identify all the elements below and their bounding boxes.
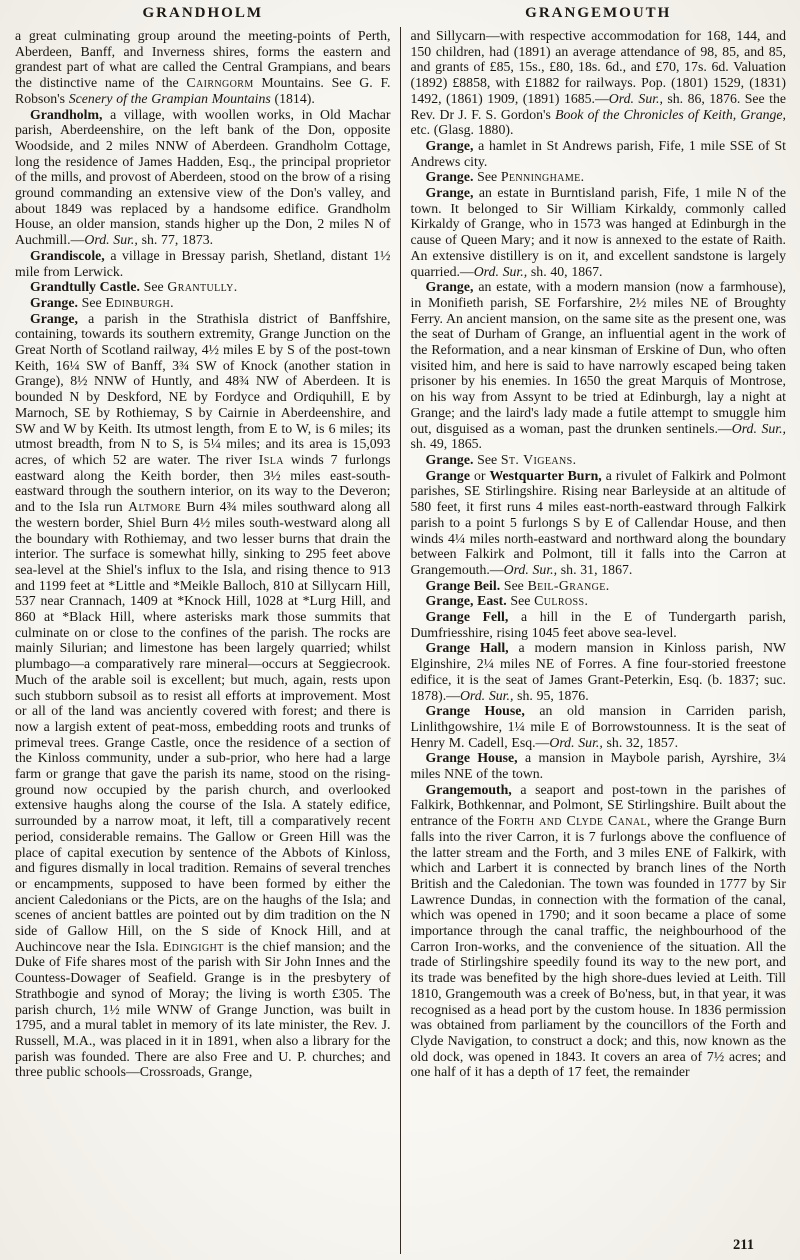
text-run: sh. 95, 1876. xyxy=(513,687,589,703)
text-run: Edingight xyxy=(162,938,224,954)
paragraph xyxy=(411,138,787,169)
text-run: St. Vigeans xyxy=(500,451,573,467)
text-run: See xyxy=(506,593,535,609)
text-run: Grandiscole, xyxy=(30,247,105,263)
text-run: a village in Bressay parish, Shetland, distant 1½ mile from Lerwick. xyxy=(15,247,391,279)
text-run: Grange. xyxy=(30,294,78,310)
text-run: is the chief mansion; and the Duke of Fife shares most of the parish with Sir John Innes and the Countess-Dowager of Seafield. Grange is in the presbytery of Strathbogie and synod of Moray; the living is worth £305. The parish church, 1½ mile WNW of Grange Junction, was built in 1795, and a mural tablet in memory of its late minister, the Rev. J. Russell, M.A., was placed in it in 1891, when also a library for the parish was founded. There are also Free and U. P. churches; and three public schools—Crossroads, Grange, xyxy=(15,938,391,1080)
text-run: Scenery of the Grampian Mountains xyxy=(68,90,271,106)
text-run: Grange Fell, xyxy=(425,609,509,625)
text-run: Grange, xyxy=(425,185,474,201)
text-run: sh. 31, 1867. xyxy=(557,561,633,577)
text-run: Mountains. See G. F. Robson's xyxy=(15,75,391,106)
text-run: a seaport and post-town in the parishes of Falkirk, Bothkennar, and Polmont, SE Stirlingshire. Built about the entrance of the xyxy=(410,781,786,829)
text-run: Forth and Clyde Canal xyxy=(498,813,647,829)
paragraph xyxy=(411,279,787,452)
text-run: Grange, xyxy=(425,279,474,295)
text-run: Grandholm, xyxy=(30,106,103,122)
text-run: Grange House, xyxy=(425,750,518,766)
paragraph xyxy=(15,107,391,248)
text-run: , where the Grange Burn falls into the river Carron, it is 7 furlongs above the confluence of the latter stream and the Forth, and 3 miles ENE of Falkirk, with which and Larbert it is connected by branch lines of the North British and the Caledonian. The town was founded in 1777 by Sir Lawrence Dundas, in connection with the formation of the canal, which was opened in 1790; and it soon became a place of some importance through the canal traffic, the neighbourhood of the Carron Iron-works, and the convenience of the situation. All the trade of Stirlingshire speedily found its way to the new port, and its trade was benefited by the high shore-dues levied at Leith. Till 1810, Grangemouth was a creek of Bo'ness, but, in that year, it was recognised as a head port by the custom house. In 1836 permission was obtained from parliament by the councillors of the Forth and Clyde Navigation, to construct a dock; and this, now known as the old dock, was opened in 1843. It covers an area of 7½ acres; and one half of it has a depth of 17 feet, the remainder xyxy=(410,813,786,1080)
paragraph xyxy=(411,609,787,640)
paragraph xyxy=(411,468,787,578)
text-run: a modern mansion in Kinloss parish, NW Elginshire, 2¼ miles NE of Forres. A fine four-storied freestone edifice, it is the seat of James Grant-Peterkin, Esq. (b. 1837; suc. 1878).— xyxy=(410,640,786,703)
text-run: a great culminating group around the meeting-points of Perth, Aberdeen, Banff, and Inverness shires, forms the eastern and grandest part of what are called the Central Grampians, and bears the distinctive name of the xyxy=(15,28,391,91)
paragraph xyxy=(15,311,391,1080)
paragraph xyxy=(15,248,391,279)
text-run: sh. 86, 1876. See the Rev. Dr J. F. S. Gordon's xyxy=(410,90,786,122)
left-column-text xyxy=(15,28,391,1080)
paragraph xyxy=(15,279,391,295)
text-run: See xyxy=(77,294,106,310)
text-run: Edinburgh xyxy=(105,294,171,310)
paragraph xyxy=(411,169,787,185)
text-run: . xyxy=(580,169,585,185)
text-run: Grange Beil. xyxy=(425,577,501,593)
text-run: an estate, with a modern mansion (now a farmhouse), in Monifieth parish, SE Forfarshire, 2½ miles NE of Broughty Ferry. An ancient mansion, on the same site as the present one, was the seat of Durham of Grange, an influential agent in the work of the Reformation, and a near kinsman of Erskine of Dun, who often visited him, and here is said to have narrowly escaped being taken prisoner by his enemies. In 1650 the great Marquis of Montrose, on his way from Assynt to be tried at Edinburgh, lay a night at Grange; and the laird's lady made a futile attempt to smuggle him out, disguised as a woman, past the drunken sentinels.— xyxy=(410,279,786,436)
right-column xyxy=(401,4,787,1260)
text-run: a rivulet of Falkirk and Polmont parishes, SE Stirlingshire. Rising near Barleyside at an altitude of 580 feet, it first runs 4 miles east-north-eastward through Falkirk parish to a point 5 furlongs S by E of Callendar House, and then winds 4¼ miles north-eastward and northward along the boundary between Falkirk and Polmont, till it falls into the Carron at Grangemouth.— xyxy=(410,467,786,577)
text-run: . xyxy=(170,294,174,310)
text-run: Book of the Chronicles of Keith, Grange, xyxy=(555,106,786,122)
text-run: Ord. Sur., xyxy=(608,90,663,106)
text-run: a parish in the Strathisla district of Banffshire, containing, towards its southern extremity, Grange Junction on the Great North of Scotland railway, 4½ miles E by S of the post-town Keith, 16¼ SW of Banff, 3¾ SW of Knock (another station in Grange), 8½ NNW of Huntly, and 48¾ NW of Aberdeen. It is bounded N by Deskford, NE by Fordyce and Ordiquhill, E by Marnoch, SE by Rothiemay, S by Cairnie in Aberdeenshire, and SW and W by Keith. Its utmost length, from E to W, is 6 miles; its utmost breadth, from N to S, is 5¼ miles; and its area is 15,093 acres, of which 52 are water. The river xyxy=(15,310,391,467)
paragraph xyxy=(411,593,787,609)
text-run: Grange. xyxy=(425,169,474,185)
text-run: Beil-Grange xyxy=(527,577,606,593)
text-run: Grange Hall, xyxy=(425,640,509,656)
text-run: Grange, East. xyxy=(425,593,507,609)
text-run: Altmore xyxy=(128,499,182,515)
text-run: (1814). xyxy=(270,90,315,106)
text-run: Ord. Sur., xyxy=(731,420,787,436)
text-run: sh. 40, 1867. xyxy=(527,263,603,279)
text-run: See xyxy=(473,451,501,467)
text-run: See xyxy=(139,279,168,295)
text-run: Grange, xyxy=(425,137,474,153)
paragraph xyxy=(411,578,787,594)
text-run: Ord. Sur., xyxy=(84,232,138,248)
text-run: Ord. Sur., xyxy=(473,263,528,279)
text-run: Cairngorm xyxy=(186,75,254,91)
left-running-header: GRANDHOLM xyxy=(142,5,263,21)
text-run: winds 7 furlongs eastward along the Keith border, then 3½ miles east-south-eastward through the southern interior, on its way to the Deveron; and to the Isla run xyxy=(15,451,391,515)
text-run: Ord. Sur., xyxy=(503,561,558,577)
text-run: Grange, xyxy=(30,310,78,326)
text-run: a hamlet in St Andrews parish, Fife, 1 mile SSE of St Andrews city. xyxy=(410,137,786,169)
text-run: etc. (Glasg. 1880). xyxy=(410,122,514,138)
text-run: . xyxy=(605,577,610,593)
paragraph xyxy=(411,750,787,781)
right-running-header: GRANGEMOUTH xyxy=(525,5,672,21)
text-run: Penninghame xyxy=(500,169,581,185)
text-run: See xyxy=(473,169,501,185)
text-run: Burn 4¾ miles southward along all the western border, Shiel Burn 4½ miles south-westward along all the boundary with Rothiemay, and two lesser burns that drain the interior. The surface is somewhat hilly, sinking to 295 feet above sea-level at the Shiel's influx to the Isla, and rising thence to 913 and 1199 feet at *Little and *Meikle Balloch, 810 at Sillycarn Hill, 537 near Crannach, 1409 at *Knock Hill, 1028 at *Lurg Hill, and 860 at *Black Hill, where asterisks mark those summits that culminate on or close to the confines of the parish. The rocks are mainly Silurian; and limestone has been largely quarried; whilst plumbago—a comparatively rare mineral—occurs at Seggiecrook. Much of the arable soil is excellent; but much, again, rests upon such stubborn subsoil as to resist all efforts at improvement. Most or all of the land was anciently covered with forest; and there is now a largish extent of peat-moss, embedding roots and trunks of primeval trees. Grange Castle, once the residence of a section of the Kinloss community, under a sub-prior, who here had a large farm or grange that gave the parish its name, stood on the rising-ground now occupied by the parish church, and overlooked extensive haughs along the course of the Isla. A stately edifice, surrounded by a narrow moat, it left, till a comparatively recent period, considerable remains. The Gallow or Green Hill was the place of capital execution by sentence of the Abbots of Kinloss, and figures dismally in local tradition. Remains of several trenches or encampments, supposed to have been formed by either the ancient Caledonians or the Picts, are on the haughs of the Isla; and scenes of ancient battles are pointed out by dim tradition on the N side of Gallow Hill, on the S side of Knock Hill, and at Auchincove near the Isla. xyxy=(15,499,391,954)
text-run: Grange. xyxy=(425,451,474,467)
text-run: an old mansion in Carriden parish, Linlithgowshire, 1¼ mile E of Borrowstounness. It is the seat of Henry M. Cadell, Esq.— xyxy=(410,703,786,750)
text-run: a mansion in Maybole parish, Ayrshire, 3¼ miles NNE of the town. xyxy=(410,750,786,782)
paragraph xyxy=(411,703,787,750)
text-run: . xyxy=(233,279,238,295)
paragraph xyxy=(411,452,787,468)
text-run: a village, with woollen works, in Old Machar parish, Aberdeenshire, on the left bank of the Don, opposite Woodside, and 2 miles NNW of Aberdeen. Grandholm Cottage, long the residence of James Hadden, Esq., the principal proprietor of the mills, and provost of Aberdeen, stood on the brow of a rising ground commanding an extensive view of the Don's valley, and about 1849 was replaced by a handsome edifice. Grandholm House, an older mansion, stands higher up the Don, 2 miles N of Auchmill.— xyxy=(15,106,391,248)
text-run: a hill in the E of Tundergarth parish, Dumfriesshire, rising 1045 feet above sea-level. xyxy=(410,609,786,640)
text-run: an estate in Burntisland parish, Fife, 1 mile N of the town. It belonged to Sir William Kirkaldy, commonly called Kirkaldy of Grange, who in 1573 was hanged at Edinburgh in the cause of Queen Mary; and it now is annexed to the estate of Raith. An extensive distillery is on it, and excellent sandstone is largely quarried.— xyxy=(410,185,786,279)
text-run: sh. 49, 1865. xyxy=(410,436,483,452)
text-run: Westquarter Burn, xyxy=(489,467,602,483)
text-run: . xyxy=(584,593,588,609)
text-run: Grange xyxy=(425,467,470,483)
text-run: Grandtully Castle. xyxy=(30,279,140,295)
right-column-text xyxy=(411,28,787,1080)
text-run: Ord. Sur., xyxy=(549,734,603,750)
text-run: sh. 32, 1857. xyxy=(602,734,679,750)
text-run: Ord. Sur., xyxy=(459,687,514,703)
paragraph xyxy=(411,185,787,279)
text-run: Grantully xyxy=(167,279,234,295)
paragraph xyxy=(411,640,787,703)
paragraph xyxy=(411,782,787,1080)
paragraph xyxy=(15,295,391,311)
text-run: Grangemouth, xyxy=(425,781,512,797)
text-run: See xyxy=(500,577,528,593)
text-run: or xyxy=(469,467,490,483)
text-run: sh. 77, 1873. xyxy=(137,232,214,248)
text-run: and Sillycarn—with respective accommodation for 168, 144, and 150 children, had (1891) an average attendance of 98, 85, and 85, and grants of £85, 15s., £80, 18s. 6d., and £70, 17s. 6d. Valuation (1892) £8858, with £1882 for railways. Pop. (1801) 1529, (1831) 1492, (1861) 1909, (1891) 1685.— xyxy=(410,28,786,106)
paragraph xyxy=(411,28,787,138)
text-run: Isla xyxy=(258,451,284,467)
page-number: 211 xyxy=(733,1237,754,1253)
paragraph xyxy=(15,28,391,107)
text-run: Culross xyxy=(534,593,585,609)
text-run: . xyxy=(572,451,577,467)
left-column xyxy=(15,4,400,1260)
text-run: Grange House, xyxy=(425,703,525,719)
